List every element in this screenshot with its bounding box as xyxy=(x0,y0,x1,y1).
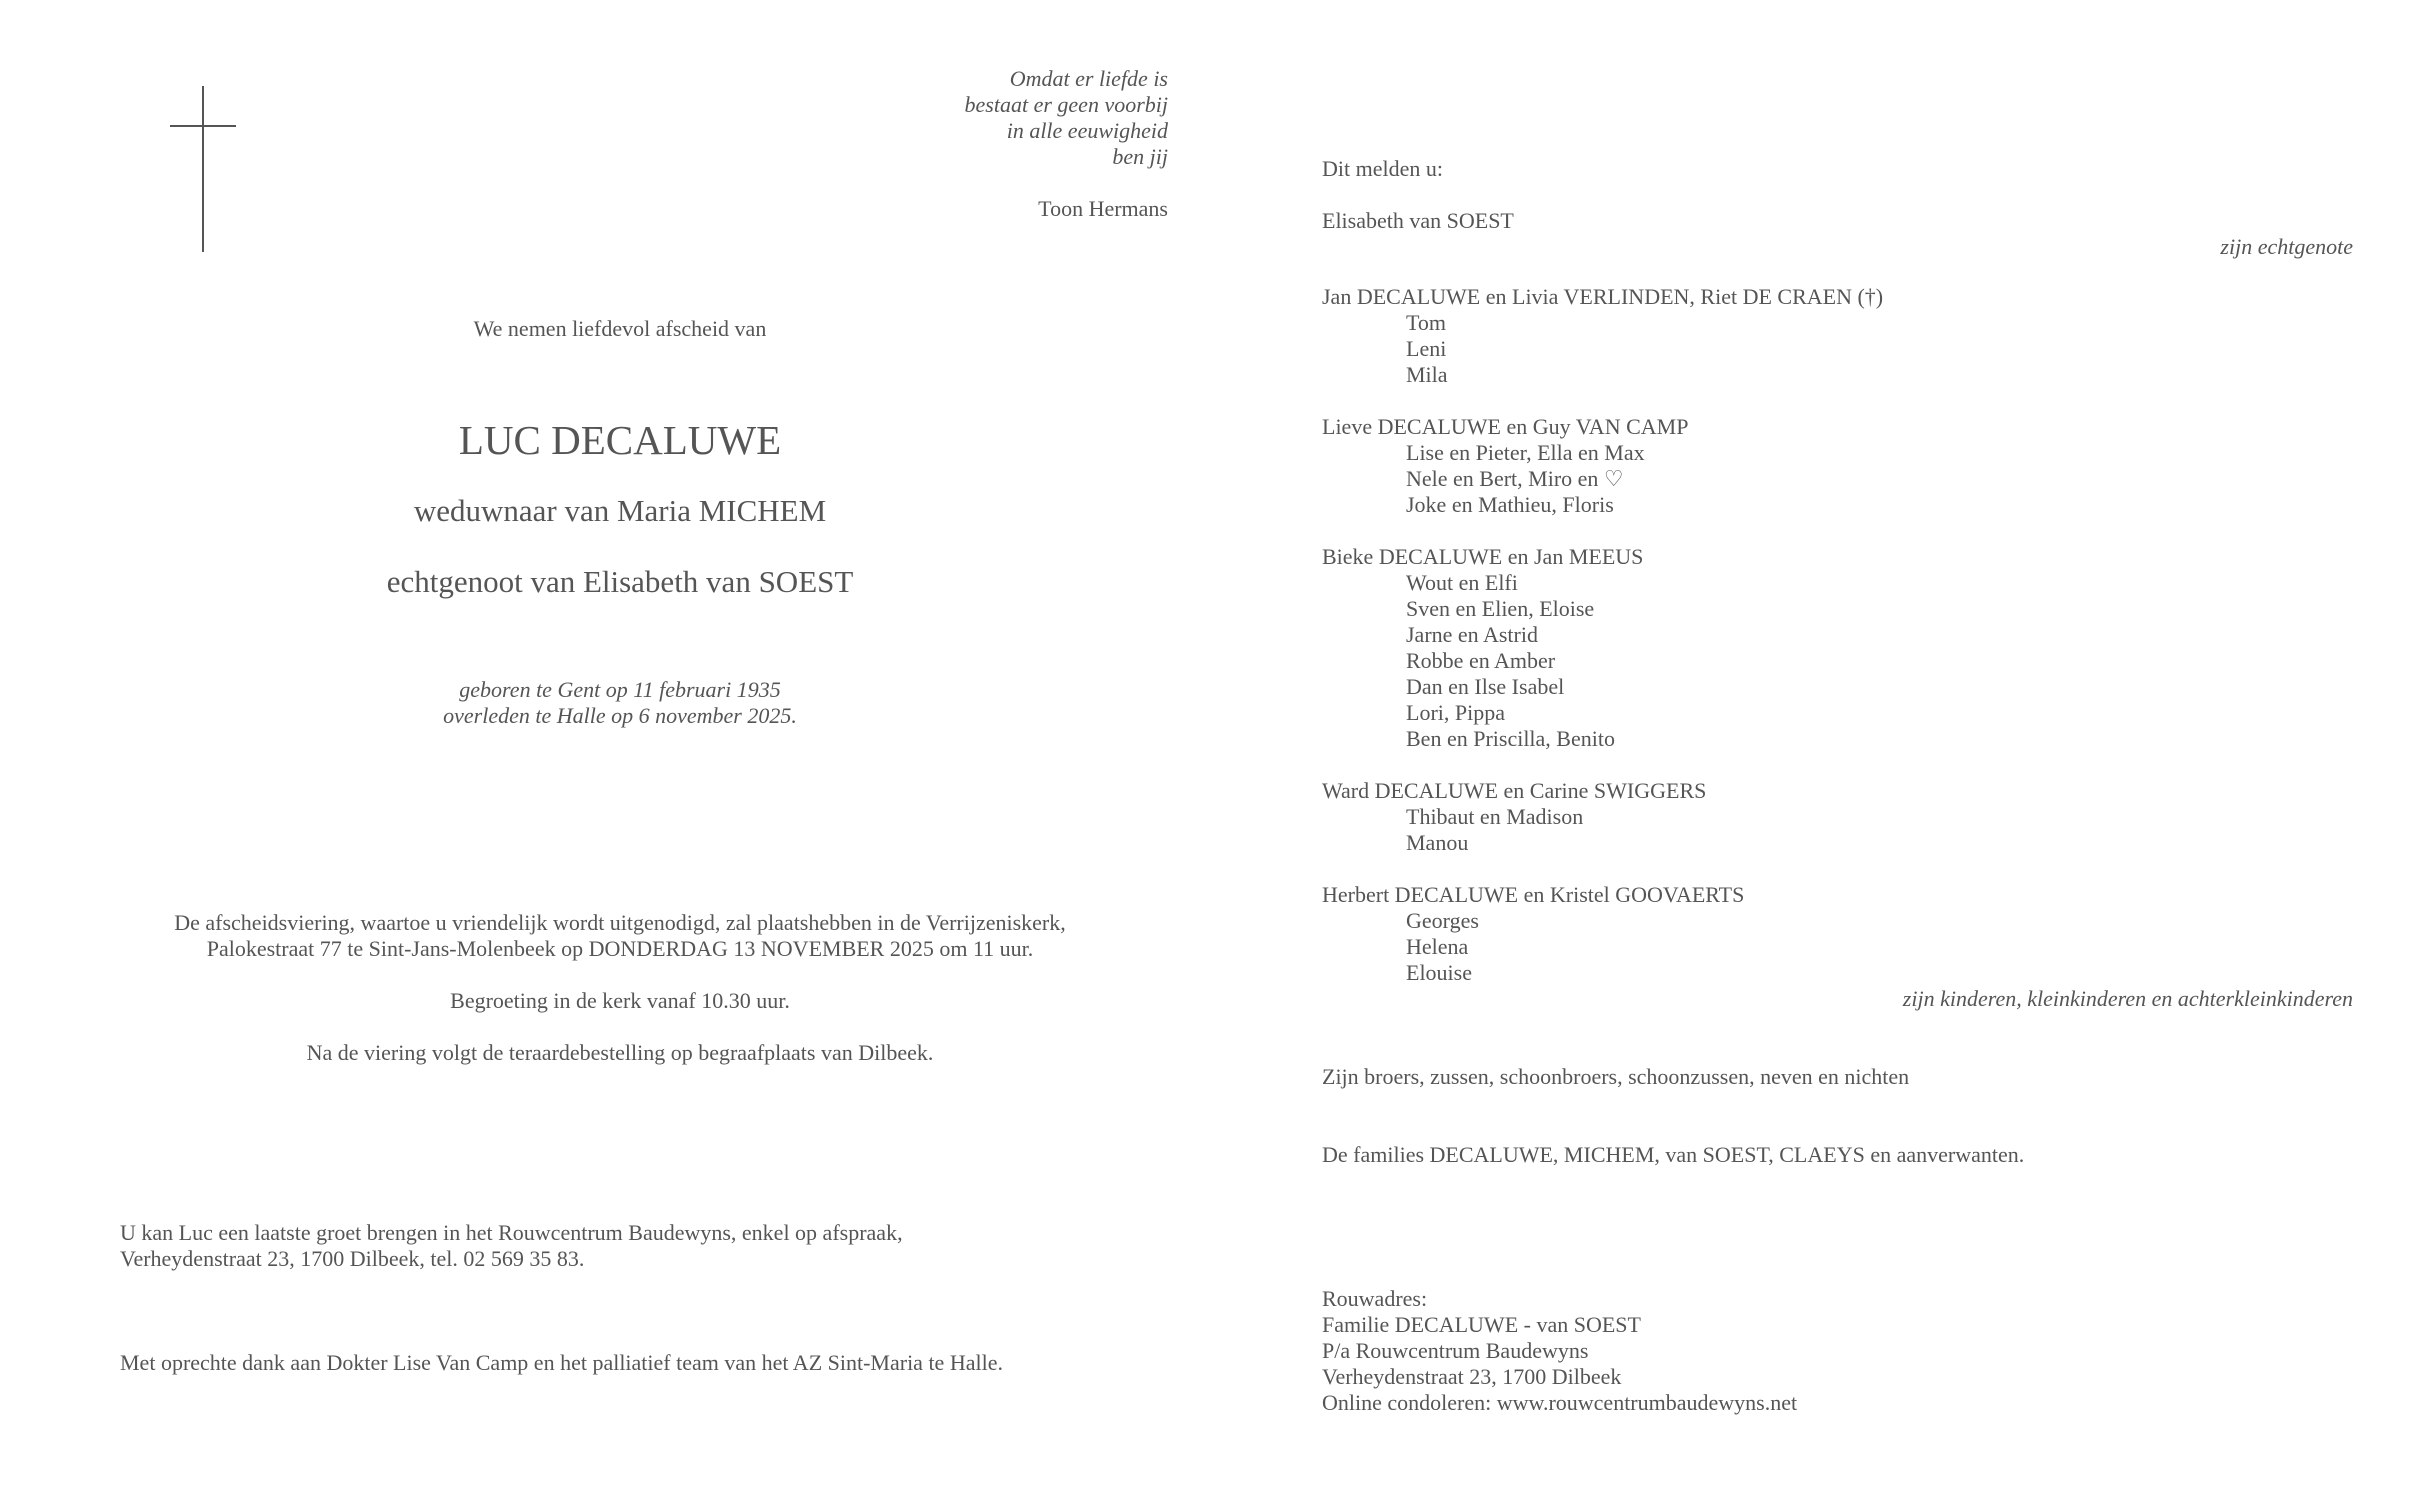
children-role: zijn kinderen, kleinkinderen en achterkleinkinderen xyxy=(1902,986,2353,1011)
widower-line: weduwnaar van Maria MICHEM xyxy=(413,493,827,528)
spouse-name: Elisabeth van SOEST xyxy=(1322,208,1514,233)
family-member: Leni xyxy=(1406,336,1447,361)
life-dates xyxy=(120,677,1120,729)
poem-author: Toon Hermans xyxy=(1038,196,1168,221)
ceremony-line: Palokestraat 77 te Sint-Jans-Molenbeek op DONDERDAG 13 NOVEMBER 2025 om 11 uur. xyxy=(206,936,1034,961)
visit-info xyxy=(120,1220,903,1272)
family-member: Mila xyxy=(1406,362,1448,387)
family-member: Wout en Elfi xyxy=(1406,570,1518,595)
death-line: overleden te Halle op 6 november 2025. xyxy=(443,703,797,728)
address-line: Familie DECALUWE - van SOEST xyxy=(1322,1312,1641,1337)
spouse-line: echtgenoot van Elisabeth van SOEST xyxy=(386,564,854,599)
family-member: Lori, Pippa xyxy=(1406,700,1505,725)
announcement-heading: Dit melden u: xyxy=(1322,156,1443,181)
address-line: Verheydenstraat 23, 1700 Dilbeek xyxy=(1322,1364,1622,1389)
birth-line: geboren te Gent op 11 februari 1935 xyxy=(459,677,781,702)
condolence-link[interactable]: Online condoleren: www.rouwcentrumbaudewyns.net xyxy=(1322,1390,1798,1415)
family-member: Dan en Ilse Isabel xyxy=(1406,674,1565,699)
deceased-name: LUC DECALUWE xyxy=(458,417,782,463)
family-member: Elouise xyxy=(1406,960,1472,985)
address-line: P/a Rouwcentrum Baudewyns xyxy=(1322,1338,1589,1363)
spouse-role: zijn echtgenote xyxy=(2220,234,2353,259)
family-member: Lise en Pieter, Ella en Max xyxy=(1406,440,1645,465)
thanks-line: Met oprechte dank aan Dokter Lise Van Camp en het palliatief team van het AZ Sint-Maria te Halle. xyxy=(120,1350,1003,1375)
family-head: Jan DECALUWE en Livia VERLINDEN, Riet DE CRAEN (†) xyxy=(1322,284,1884,309)
extended-families-line: De families DECALUWE, MICHEM, van SOEST, CLAEYS en aanverwanten. xyxy=(1322,1142,2025,1167)
burial-line: Na de viering volgt de teraardebestelling op begraafplaats van Dilbeek. xyxy=(306,1040,934,1065)
family-member: Helena xyxy=(1406,934,1469,959)
family-block xyxy=(1322,882,1744,986)
farewell-intro: We nemen liefdevol afscheid van xyxy=(473,316,767,341)
family-head: Lieve DECALUWE en Guy VAN CAMP xyxy=(1322,414,1689,439)
cross-icon xyxy=(170,86,236,252)
siblings-line: Zijn broers, zussen, schoonbroers, schoonzussen, neven en nichten xyxy=(1322,1064,1910,1089)
family-member: Sven en Elien, Eloise xyxy=(1406,596,1595,621)
family-member: Georges xyxy=(1406,908,1479,933)
family-member: Joke en Mathieu, Floris xyxy=(1406,492,1614,517)
ceremony-info xyxy=(100,910,1140,962)
poem-line: Omdat er liefde is xyxy=(1009,66,1168,91)
family-head: Bieke DECALUWE en Jan MEEUS xyxy=(1322,544,1644,569)
address-label: Rouwadres: xyxy=(1322,1286,1428,1311)
poem-line: ben jij xyxy=(1112,144,1168,169)
ceremony-line: De afscheidsviering, waartoe u vriendelijk wordt uitgenodigd, zal plaatshebben in de Verrijzeniskerk, xyxy=(174,910,1066,935)
poem xyxy=(768,66,1168,222)
family-member: Thibaut en Madison xyxy=(1406,804,1584,829)
visit-line: Verheydenstraat 23, 1700 Dilbeek, tel. 02 569 35 83. xyxy=(120,1246,585,1271)
poem-line: in alle eeuwigheid xyxy=(1006,118,1168,143)
family-member: Nele en Bert, Miro en ♡ xyxy=(1406,466,1624,491)
family-member: Robbe en Amber xyxy=(1406,648,1556,673)
visit-line: U kan Luc een laatste groet brengen in het Rouwcentrum Baudewyns, enkel op afspraak, xyxy=(120,1220,903,1245)
family-block xyxy=(1322,544,1643,752)
greeting-line: Begroeting in de kerk vanaf 10.30 uur. xyxy=(450,988,790,1013)
family-member: Tom xyxy=(1406,310,1447,335)
family-member: Jarne en Astrid xyxy=(1406,622,1538,647)
family-member: Manou xyxy=(1406,830,1469,855)
family-head: Ward DECALUWE en Carine SWIGGERS xyxy=(1322,778,1707,803)
family-member: Ben en Priscilla, Benito xyxy=(1406,726,1615,751)
family-block xyxy=(1322,284,1883,388)
family-head: Herbert DECALUWE en Kristel GOOVAERTS xyxy=(1322,882,1745,907)
family-block xyxy=(1322,414,1688,518)
family-block xyxy=(1322,778,1706,856)
mourning-address xyxy=(1322,1286,1797,1416)
poem-line: bestaat er geen voorbij xyxy=(964,92,1168,117)
